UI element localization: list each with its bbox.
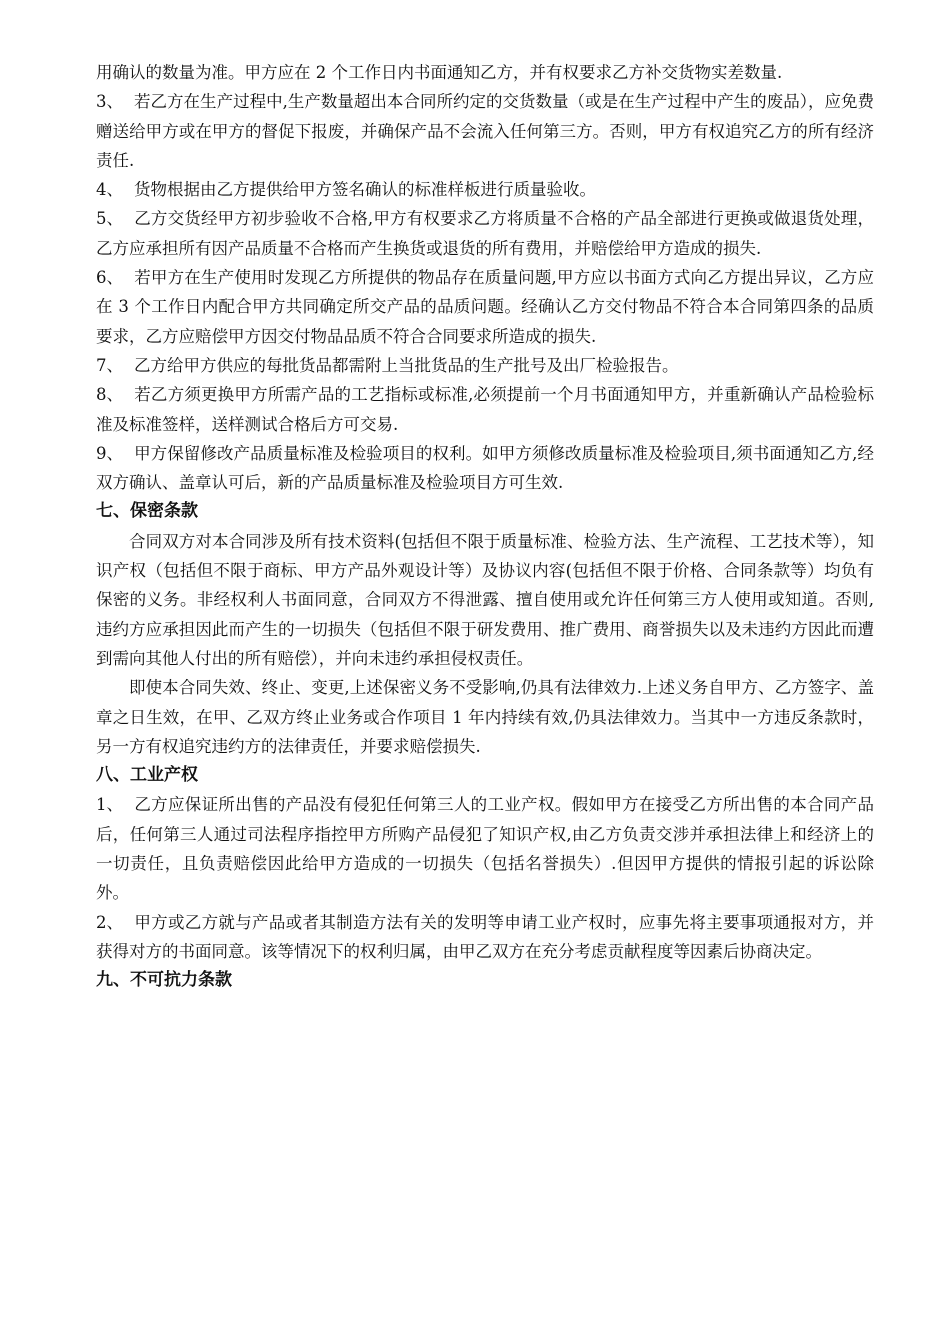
clause-continuation: 用确认的数量为准。甲方应在 2 个工作日内书面通知乙方，并有权要求乙方补交货物实差数量. [96, 63, 783, 82]
item-text: 若乙方须更换甲方所需产品的工艺指标或标准,必须提前一个月书面通知甲方，并重新确认产品检验标准及标准签样，送样测试合格后方可交易. [96, 385, 874, 434]
item-text: 若乙方在生产过程中,生产数量超出本合同所约定的交货数量（或是在生产过程中产生的废品），应免费赠送给甲方或在甲方的督促下报废，并确保产品不会流入任何第三方。否则，甲方有权追究乙方的所有经济责任. [96, 92, 874, 170]
item-number: 6、 [96, 268, 123, 288]
industrial-property-item-2 [96, 908, 874, 967]
quality-item-5 [96, 204, 874, 263]
item-number: 7、 [96, 355, 123, 375]
section-heading-industrial-property: 八、工业产权 [96, 765, 198, 786]
confidentiality-paragraph-2: 即使本合同失效、终止、变更,上述保密义务不受影响,仍具有法律效力.上述义务自甲方、乙方签字、盖章之日生效，在甲、乙双方终止业务或合作项目 1 年内持续有效,仍具法律效力。当其中一方违反条款时，另一方有权追究违约方的法律责任，并要求赔偿损失. [96, 678, 874, 756]
item-number: 9、 [96, 443, 123, 463]
quality-item-7 [96, 351, 874, 380]
quality-item-3 [96, 87, 874, 175]
item-text: 若甲方在生产使用时发现乙方所提供的物品存在质量问题,甲方应以书面方式向乙方提出异议，乙方应在 3 个工作日内配合甲方共同确定所交产品的品质问题。经确认乙方交付物品不符合本合同第四条的品质要求，乙方应赔偿甲方因交付物品品质不符合合同要求所造成的损失. [96, 268, 874, 346]
quality-item-9 [96, 439, 874, 498]
quality-item-8 [96, 380, 874, 439]
item-text: 甲方保留修改产品质量标准及检验项目的权利。如甲方须修改质量标准及检验项目,须书面通知乙方,经双方确认、盖章认可后，新的产品质量标准及检验项目方可生效. [96, 443, 874, 493]
item-text: 甲方或乙方就与产品或者其制造方法有关的发明等申请工业产权时，应事先将主要事项通报对方，并获得对方的书面同意。该等情况下的权利归属，由甲乙双方在充分考虑贡献程度等因素后协商决定。 [96, 912, 874, 961]
section-heading-force-majeure: 九、不可抗力条款 [96, 970, 232, 991]
item-text: 乙方交货经甲方初步验收不合格,甲方有权要求乙方将质量不合格的产品全部进行更换或做退货处理，乙方应承担所有因产品质量不合格而产生换货或退货的所有费用，并赔偿给甲方造成的损失. [96, 209, 874, 258]
quality-item-6 [96, 263, 874, 351]
industrial-property-item-1 [96, 790, 874, 907]
item-text: 乙方应保证所出售的产品没有侵犯任何第三人的工业产权。假如甲方在接受乙方所出售的本合同产品后，任何第三人通过司法程序指控甲方所购产品侵犯了知识产权,由乙方负责交涉并承担法律上和经济上的一切责任，且负责赔偿因此给甲方造成的一切损失（包括名誉损失）.但因甲方提供的情报引起的诉讼除外。 [96, 795, 874, 903]
document-page [96, 58, 874, 996]
confidentiality-paragraph-1: 合同双方对本合同涉及所有技术资料(包括但不限于质量标准、检验方法、生产流程、工艺技术等），知识产权（包括但不限于商标、甲方产品外观设计等）及协议内容(包括但不限于价格、合同条款等）均负有保密的义务。非经权利人书面同意，合同双方不得泄露、擅自使用或允许任何第三方人使用或知道。否则,违约方应承担因此而产生的一切损失（包括但不限于研发费用、推广费用、商誉损失以及未违约方因此而遭到需向其他人付出的所有赔偿），并向未违约承担侵权责任。 [96, 531, 874, 668]
quality-item-4 [96, 175, 874, 204]
item-number: 5、 [96, 209, 123, 229]
item-text: 乙方给甲方供应的每批货品都需附上当批货品的生产批号及出厂检验报告。 [134, 355, 679, 375]
item-number: 3、 [96, 92, 123, 112]
item-text: 货物根据由乙方提供给甲方签名确认的标准样板进行质量验收。 [134, 180, 596, 200]
section-heading-confidentiality: 七、保密条款 [96, 501, 198, 522]
item-number: 2、 [96, 912, 123, 932]
item-number: 1、 [96, 795, 123, 815]
item-number: 8、 [96, 385, 123, 405]
item-number: 4、 [96, 180, 123, 200]
